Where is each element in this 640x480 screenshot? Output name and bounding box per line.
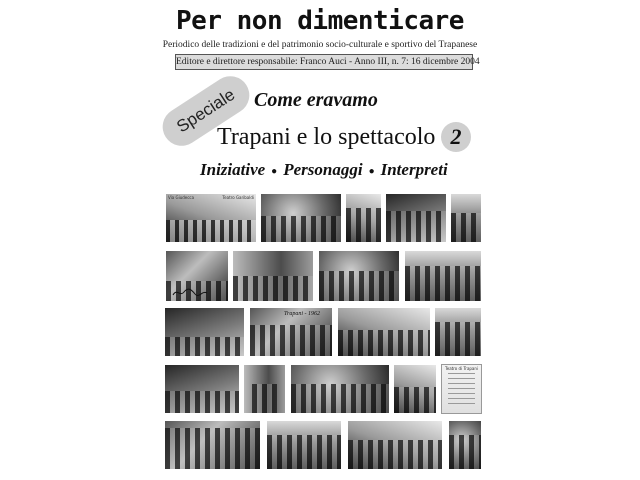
photo-caption: Teatro Garibaldi <box>222 195 254 200</box>
photo-street-parade <box>165 250 229 302</box>
figures <box>348 440 442 469</box>
crowd-figures <box>386 211 446 242</box>
cover-title: Trapani e lo spettacolo <box>217 124 436 150</box>
periodical-subtitle: Periodico delle tradizioni e del patrimonio socio-culturale e sportivo del Trapanese <box>162 40 478 50</box>
photo-theatre-room <box>164 364 240 414</box>
group-figures <box>261 216 341 242</box>
photo-children-group <box>450 193 482 243</box>
figure <box>252 384 277 413</box>
photo-banner-text: Trapani - 1962 <box>284 311 321 317</box>
photo-two-performers <box>345 193 382 243</box>
photo-actors <box>434 307 482 357</box>
photo-band-outdoors <box>347 420 443 470</box>
photo-stage-scene <box>164 307 245 357</box>
photo-dancers <box>393 364 437 414</box>
photo-crowd <box>385 193 447 243</box>
theme-2: Personaggi <box>283 160 363 179</box>
bullet-icon: ● <box>271 165 278 177</box>
photo-teatro-garibaldi <box>165 193 257 243</box>
building-facade <box>166 220 256 242</box>
photo-group-on-stage <box>260 193 342 243</box>
theme-3: Interpreti <box>380 160 448 179</box>
figures <box>405 266 481 301</box>
masthead: Per non dimenticare <box>176 6 464 36</box>
photo-beauty-queen <box>243 364 286 414</box>
figures <box>394 387 436 413</box>
photo-award-ceremony <box>290 364 390 414</box>
figures <box>346 208 381 242</box>
photo-children <box>448 420 482 470</box>
photo-document <box>441 364 482 414</box>
photo-parade-line <box>266 420 342 470</box>
speciale-badge-label: Speciale <box>173 84 239 137</box>
figures <box>449 435 481 469</box>
photo-1962-event <box>249 307 333 357</box>
photo-group-portrait <box>164 420 261 470</box>
figures <box>267 435 341 469</box>
figures <box>291 384 389 413</box>
photo-performer-with-microphone <box>232 250 314 302</box>
figures <box>165 391 239 413</box>
photo-costumed-group <box>337 307 431 357</box>
figures <box>250 325 332 356</box>
section-title: Come eravamo <box>254 89 378 111</box>
band-figures <box>319 271 399 301</box>
figures <box>338 330 430 356</box>
figures <box>165 428 260 469</box>
document-text-lines <box>448 373 475 407</box>
handwritten-signature <box>171 286 209 298</box>
figures <box>233 276 313 301</box>
figures <box>165 337 244 356</box>
document-caption: Teatro di Trapani <box>445 366 479 371</box>
editor-info-box: Editore e direttore responsabile: Franco Auci - Anno III, n. 7: 16 dicembre 2004 <box>175 54 473 70</box>
theme-1: Iniziative <box>200 160 266 179</box>
figures <box>435 322 481 356</box>
issue-number: 2 <box>450 124 462 149</box>
figures <box>451 213 481 242</box>
photo-band <box>318 250 400 302</box>
bullet-icon: ● <box>368 165 375 177</box>
photo-caption: Via Giudecca <box>168 195 195 200</box>
photo-musicians <box>404 250 482 302</box>
themes-line <box>200 160 448 180</box>
issue-number-badge <box>441 122 471 152</box>
